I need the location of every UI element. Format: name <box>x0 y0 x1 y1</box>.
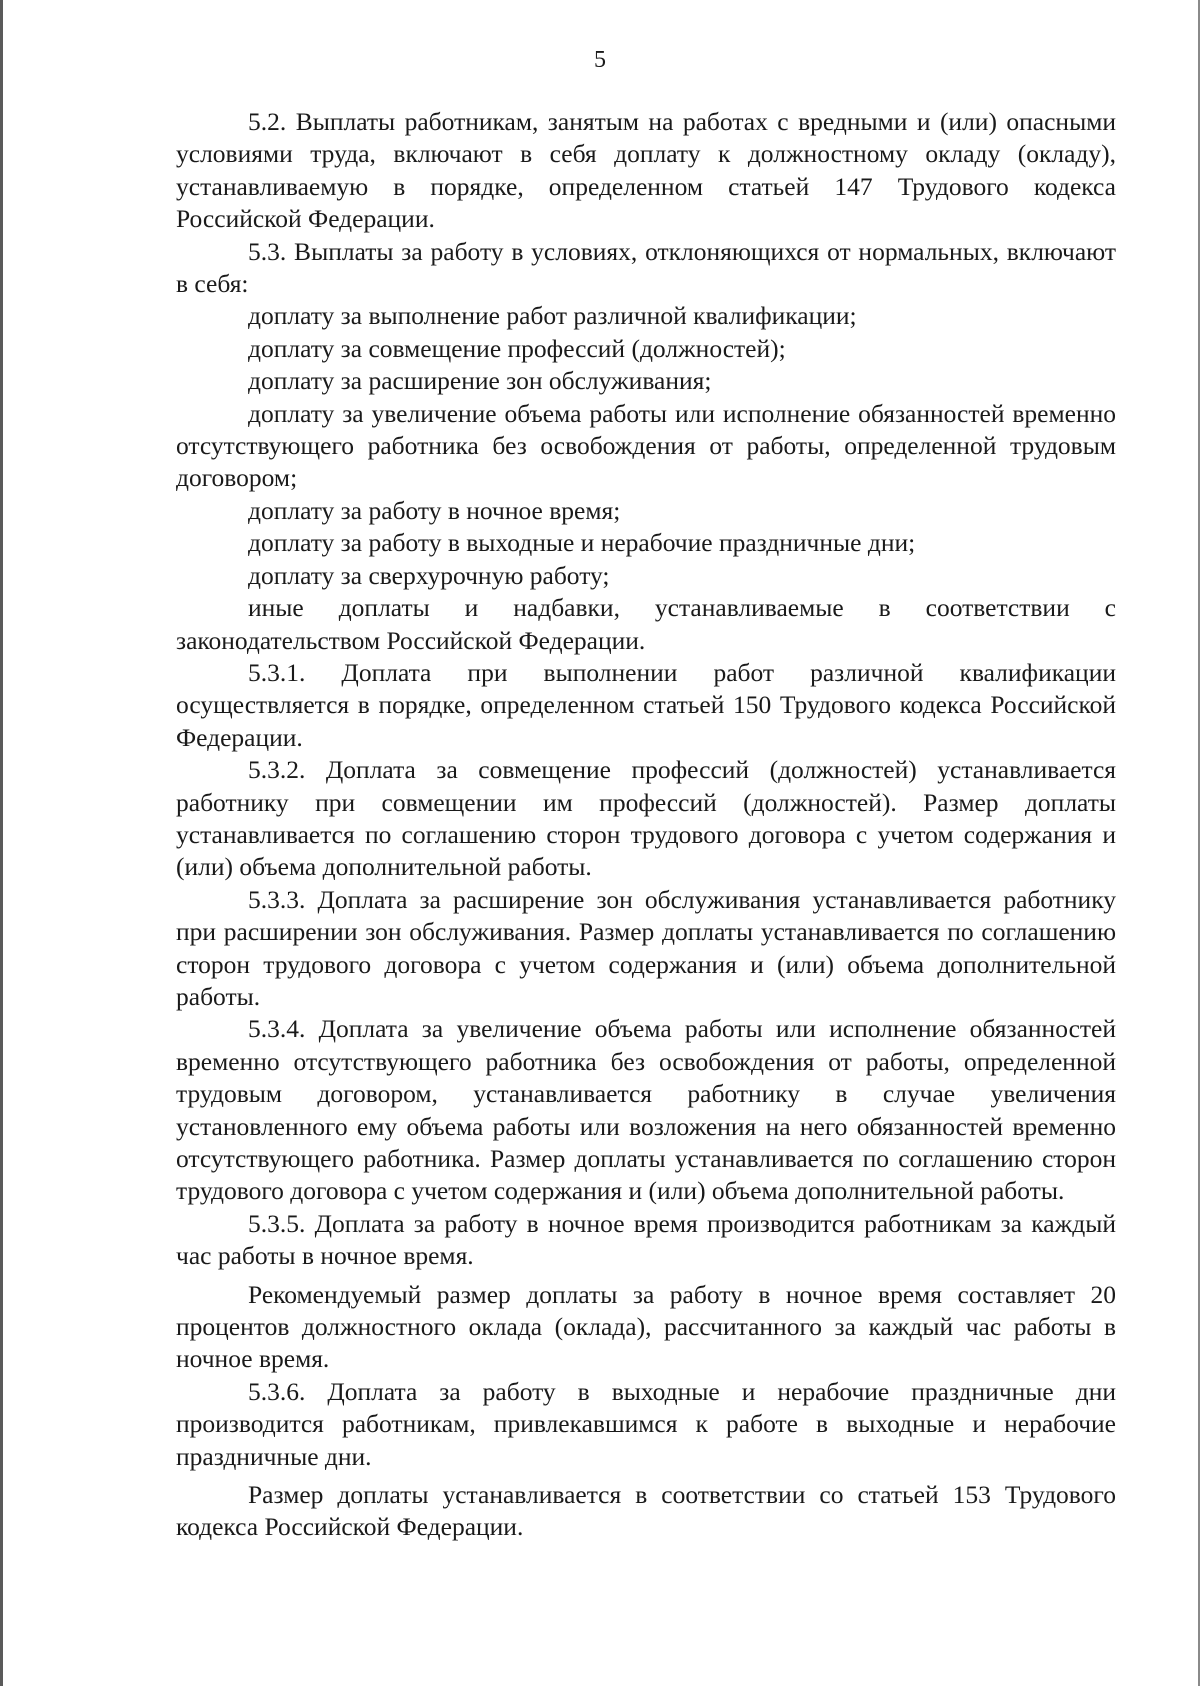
list-item: доплату за сверхурочную работу; <box>248 560 610 590</box>
paragraph-5-3-4: 5.3.4. Доплата за увеличение объема работы или исполнение обязанностей временно отсутствующего работника без освобождения от работы, определенной трудовым договором, устанавливается работнику в случае увеличения установленного ему объема работы или возложения на него обязанностей временно отсутствующего работника. Размер доплаты устанавливается по соглашению сторон трудового договора с учетом содержания и (или) объема дополнительной работы. <box>176 1014 1116 1206</box>
paragraph-holiday-rate: Размер доплаты устанавливается в соответствии со статьей 153 Трудового кодекса Российской Федерации. <box>176 1480 1116 1542</box>
paragraph-5-3-1: 5.3.1. Доплата при выполнении работ различной квалификации осуществляется в порядке, определенном статьей 150 Трудового кодекса Российской Федерации. <box>176 657 1116 752</box>
list-item: иные доплаты и надбавки, устанавливаемые в соответствии с законодательством Российской Федерации. <box>176 593 1116 655</box>
list-item: доплату за совмещение профессий (должностей); <box>248 333 786 363</box>
page-number: 5 <box>594 47 606 73</box>
paragraph-5-2: 5.2. Выплаты работникам, занятым на работах с вредными и (или) опасными условиями труда, включают в себя доплату к должностному окладу (окладу), устанавливаемую в порядке, определенном статьей 147 Трудового кодекса Российской Федерации. <box>176 107 1116 234</box>
list-item: доплату за выполнение работ различной квалификации; <box>248 301 857 331</box>
list-item: доплату за работу в ночное время; <box>248 495 621 525</box>
paragraph-5-3-2: 5.3.2. Доплата за совмещение профессий (должностей) устанавливается работнику при совмещении им профессий (должностей). Размер доплаты устанавливается по соглашению сторон трудового договора с учетом содержания и (или) объема дополнительной работы. <box>176 755 1116 882</box>
paragraph-5-3: 5.3. Выплаты за работу в условиях, отклоняющихся от нормальных, включают в себя: <box>176 236 1116 299</box>
paragraph-5-3-5: 5.3.5. Доплата за работу в ночное время производится работникам за каждый час работы в ночное время. <box>176 1208 1116 1271</box>
list-item: доплату за увеличение объема работы или исполнение обязанностей временно отсутствующего работника без освобождения от работы, определенной трудовым договором; <box>176 398 1116 493</box>
list-item: доплату за расширение зон обслуживания; <box>248 366 712 396</box>
list-item: доплату за работу в выходные и нерабочие праздничные дни; <box>248 528 916 558</box>
document-body <box>176 106 1116 1544</box>
paragraph-5-3-3: 5.3.3. Доплата за расширение зон обслуживания устанавливается работнику при расширении зон обслуживания. Размер доплаты устанавливается по соглашению сторон трудового договора с учетом содержания и (или) объема дополнительной работы. <box>176 884 1116 1011</box>
paragraph-night-rate: Рекомендуемый размер доплаты за работу в ночное время составляет 20 процентов должностного оклада (оклада), рассчитанного за каждый час работы в ночное время. <box>176 1279 1116 1374</box>
scan-edge-left <box>0 0 3 1686</box>
paragraph-5-3-6: 5.3.6. Доплата за работу в выходные и нерабочие праздничные дни производится работникам, привлекавшимся к работе в выходные и нерабочие праздничные дни. <box>176 1376 1116 1471</box>
